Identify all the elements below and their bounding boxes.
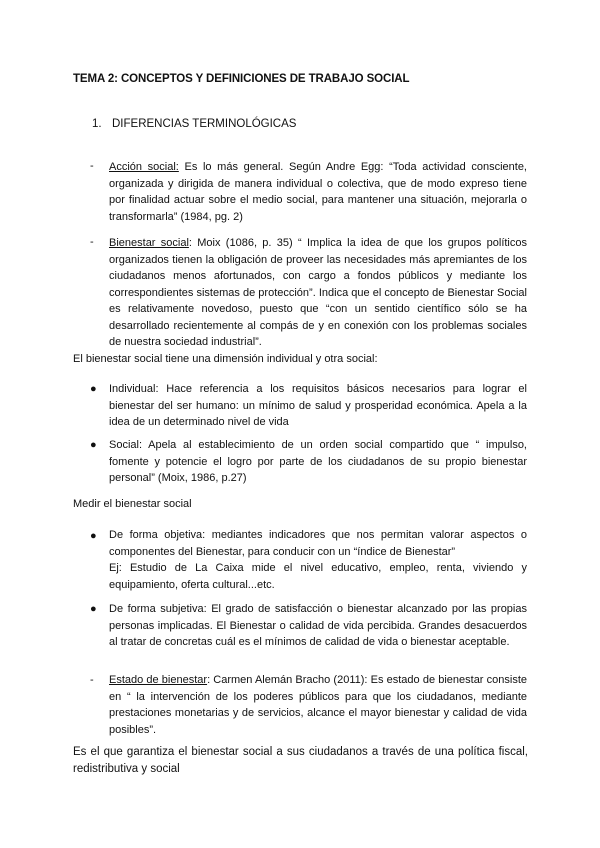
section-number: 1. (92, 118, 102, 130)
term-label: Bienestar social (109, 237, 189, 249)
term-text: : Moix (1086, p. 35) “ Implica la idea de que los grupos políticos organizados tienen la obligación de proveer las necesidades más apremiantes de los ciudadanos menos afortunados, con cargo a fondos públicos y mediante los correspondientes sistemas de protección”. Indica que el concepto de Bienestar Social es relativamente novedoso, puesto que “con un sentido científico sólo se ha desarrollado recientemente al compás de y en conexión con los problemas sociales de nuestra sociedad industrial”. (109, 237, 527, 348)
term-accion-social (109, 159, 527, 225)
term-bienestar-social (109, 235, 527, 351)
dimension-social: Social: Apela al establecimiento de un orden social compartido que “ impulso, fomente y potencie el logro por parte de los ciudadanos de su propio bienestar personal” (Moix, 1986, p.27) (109, 439, 527, 484)
dimension-individual: Individual: Hace referencia a los requisitos básicos necesarios para lograr el bienestar del ser humano: un mínimo de salud y prosperidad económica. Apela a la idea de un determinado nivel de vida (109, 383, 527, 428)
bullet-marker: ● (90, 530, 97, 542)
term-estado-bienestar (109, 672, 527, 738)
measure-text: De forma objetiva: mediantes indicadores que nos permitan valorar aspectos o componentes del Bienestar, para conducir con un “índice de Bienestar” (109, 529, 527, 558)
bullet-marker: ● (90, 383, 97, 395)
dash-marker: - (90, 236, 94, 248)
term-label: Estado de bienestar (109, 674, 208, 686)
section-label: DIFERENCIAS TERMINOLÓGICAS (112, 118, 297, 130)
measure-subjective: De forma subjetiva: El grado de satisfacción o bienestar alcanzado por las propias personas implicadas. El Bienestar o calidad de vida percibida. Grandes desacuerdos al tratar de concretas cuál es el mínimos de calidad de vida o bienestar aceptable. (109, 603, 527, 648)
dimension-intro: El bienestar social tiene una dimensión individual y otra social: (73, 353, 378, 365)
dash-marker: - (90, 160, 94, 172)
dash-marker: - (90, 674, 94, 686)
measure-example: Ej: Estudio de La Caixa mide el nivel educativo, empleo, renta, viviendo y equipamiento, oferta cultural...etc. (109, 562, 527, 591)
section-heading (92, 118, 296, 130)
bullet-marker: ● (90, 439, 97, 451)
measure-heading: Medir el bienestar social (73, 498, 192, 510)
closing-paragraph: Es el que garantiza el bienestar social a sus ciudadanos a través de una política fiscal, redistributiva y social (73, 746, 528, 775)
bullet-marker: ● (90, 603, 97, 615)
page-title: TEMA 2: CONCEPTOS Y DEFINICIONES DE TRABAJO SOCIAL (73, 73, 410, 85)
measure-objective (109, 527, 527, 593)
term-text: Es lo más general. Según Andre Egg: “Toda actividad consciente, organizada y dirigida de manera individual o colectiva, que de modo expreso tiene por finalidad actuar sobre el medio social, para mantener una situación, mejorarla o transformarla” (1984, pg. 2) (109, 161, 527, 223)
term-text: : Carmen Alemán Bracho (2011): Es estado de bienestar consiste en “ la intervención de los poderes públicos para que los ciudadanos, mediante prestaciones monetarias y de servicios, alcance el mayor bienestar y calidad de vida posibles”. (109, 674, 527, 736)
term-label: Acción social: (109, 161, 179, 173)
